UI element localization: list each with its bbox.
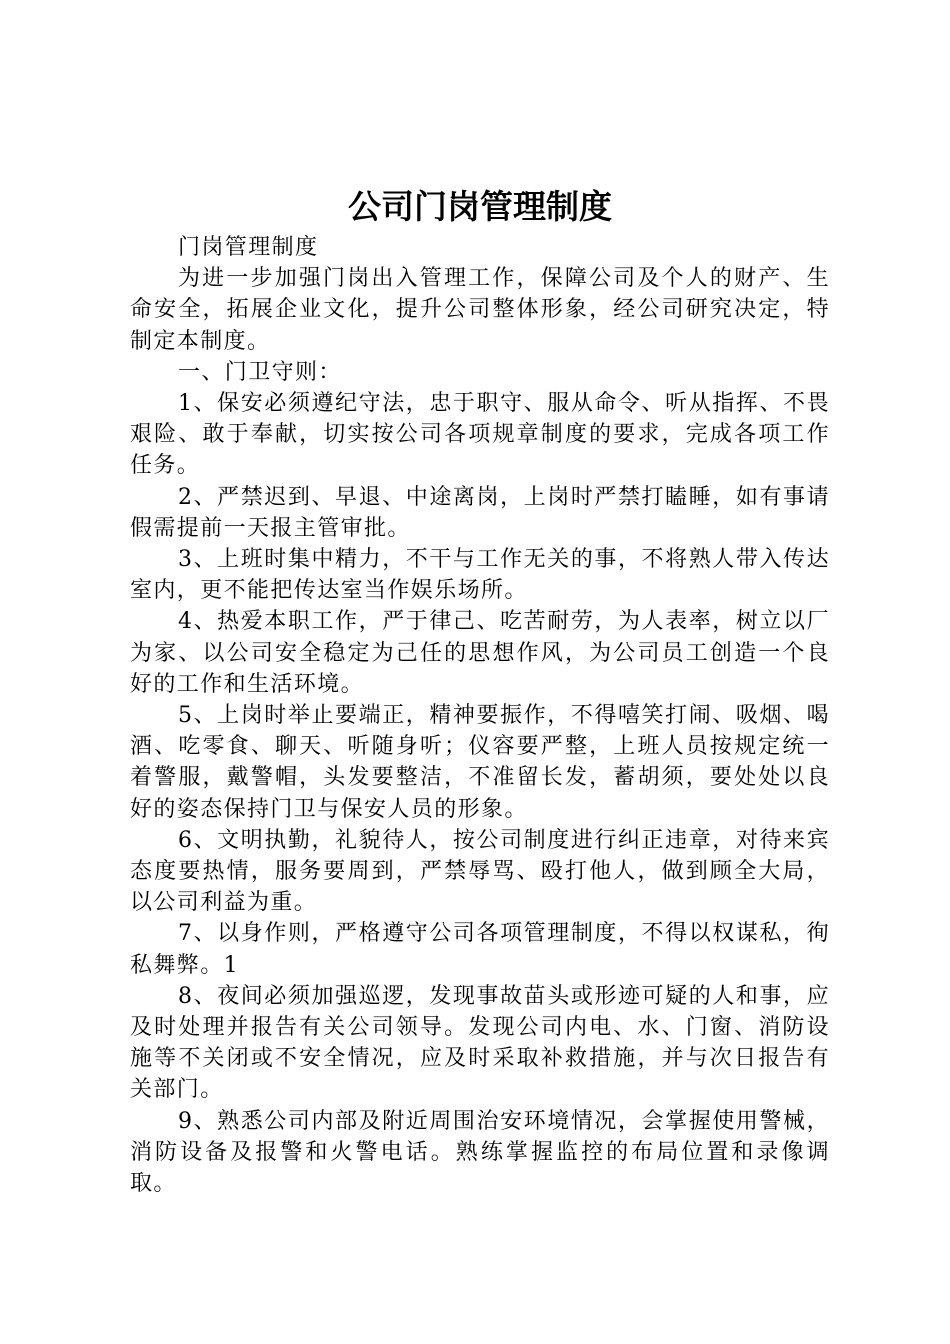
rule-item-9: 9、熟悉公司内部及附近周围治安环境情况，会掌握使用警械，消防设备及报警和火警电话。熟练掌握监控的布局位置和录像调取。	[130, 1108, 830, 1197]
paragraph-intro: 为进一步加强门岗出入管理工作，保障公司及个人的财产、生命安全，拓展企业文化，提升公司整体形象，经公司研究决定，特制定本制度。	[130, 266, 830, 354]
paragraph-subtitle: 门岗管理制度	[178, 235, 319, 260]
rule-item-5: 5、上岗时举止要端正，精神要振作，不得嘻笑打闹、吸烟、喝酒、吃零食、聊天、听随身听；仪容要严整，上班人员按规定统一着警服，戴警帽，头发要整洁，不准留长发，蓄胡须，要处处以良好的姿态保持门卫与保安人员的形象。	[130, 703, 830, 822]
document-title: 公司门岗管理制度	[348, 187, 612, 226]
rule-item-7: 7、以身作则，严格遵守公司各项管理制度，不得以权谋私，徇私舞弊。1	[130, 921, 830, 978]
document-body	[130, 232, 830, 1199]
rule-item-1: 1、保安必须遵纪守法，忠于职守、服从命令、听从指挥、不畏艰险、敢于奉献，切实按公司各项规章制度的要求，完成各项工作任务。	[130, 391, 830, 479]
rule-item-4: 4、热爱本职工作，严于律己、吃苦耐劳，为人表率，树立以厂为家、以公司安全稳定为己任的思想作风，为公司员工创造一个良好的工作和生活环境。	[130, 609, 830, 697]
rule-item-2: 2、严禁迟到、早退、中途离岗，上岗时严禁打瞌睡，如有事请假需提前一天报主管审批。	[130, 484, 830, 541]
rule-item-8: 8、夜间必须加强巡逻，发现事故苗头或形迹可疑的人和事，应及时处理并报告有关公司领导。发现公司内电、水、门窗、消防设施等不关闭或不安全情况，应及时采取补救措施，并与次日报告有关部门。	[130, 983, 830, 1103]
section-heading-guard-rules: 一、门卫守则：	[178, 359, 342, 385]
rule-item-3: 3、上班时集中精力，不干与工作无关的事，不将熟人带入传达室内，更不能把传达室当作娱乐场所。	[130, 547, 830, 604]
rule-item-6: 6、文明执勤，礼貌待人，按公司制度进行纠正违章，对待来宾态度要热情，服务要周到，严禁辱骂、殴打他人，做到顾全大局，以公司利益为重。	[130, 827, 830, 916]
